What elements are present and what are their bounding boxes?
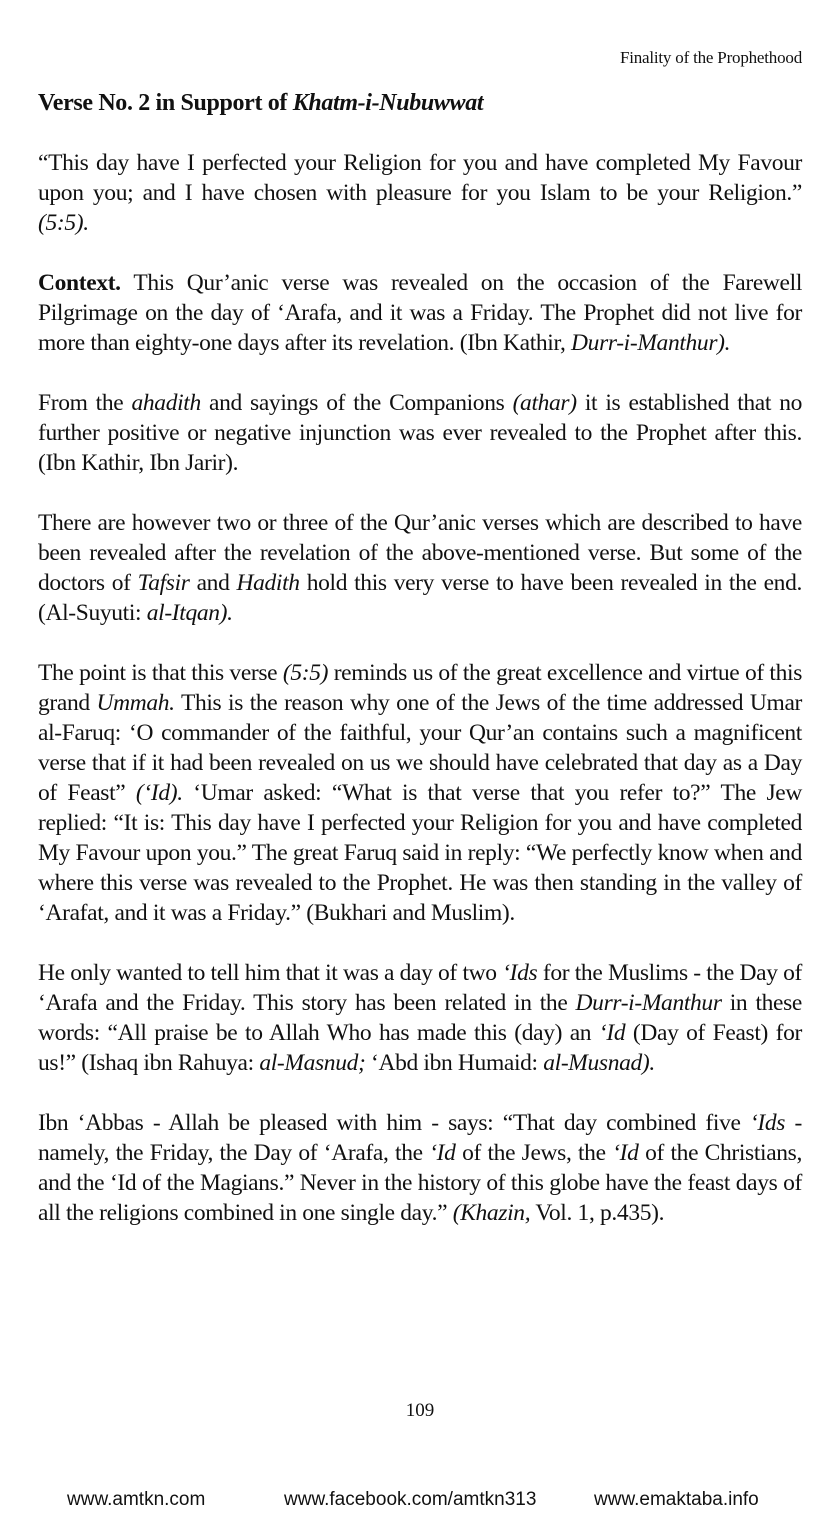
bold-run: Context.	[38, 270, 121, 296]
page-content	[38, 88, 802, 1228]
paragraph	[38, 268, 802, 358]
italic-run: (Khazin,	[452, 1200, 531, 1226]
italic-run: (5:5).	[38, 210, 89, 236]
paragraph	[38, 148, 802, 238]
paragraph	[38, 1108, 802, 1228]
italic-run: Hadith	[236, 570, 300, 596]
text-run: in these words: “All praise be to Allah Who has made this (day) an	[38, 990, 802, 1046]
text-run: ‘Umar asked: “What is that verse that you refer to?” The Jew replied: “It is: This day have I perfected your Religion for you and have completed My Favour upon you.” The great Faruq said in reply: “We perfectly know when and where this verse was revealed to the Prophet. He was then standing in the valley of ‘Arafat, and it was a Friday.” (Bukhari and Muslim).	[38, 780, 802, 926]
paragraph	[38, 658, 802, 928]
italic-run: ‘Ids	[502, 960, 538, 986]
italic-run: Ummah.	[96, 690, 175, 716]
paragraph	[38, 508, 802, 628]
text-run: Vol. 1, p.435).	[530, 1200, 665, 1226]
text-run: (Day of Feast) for us!” (Ishaq ibn Rahuya:	[38, 1020, 802, 1076]
text-run: ‘Abd ibn Humaid:	[365, 1050, 544, 1076]
paragraph	[38, 388, 802, 478]
italic-run: ‘Ids	[749, 1110, 786, 1136]
text-run: This is the reason why one of the Jews of the time addressed Umar al-Faruq: ‘O commander of the faithful, your Qur’an contains such a magnificent verse that if it had been revealed on us we should have celebrated that day as a Day of Feast”	[38, 690, 802, 806]
italic-run: ‘Id	[429, 1140, 456, 1166]
text-run: This Qur’anic verse was revealed on the occasion of the Farewell Pilgrimage on the day of ‘Arafa, and it was a Friday. The Prophet did not live for more than eighty-one days after its revelation. (Ibn Kathir,	[38, 270, 802, 356]
text-run: of the Christians, and the ‘Id of the Magians.” Never in the history of this globe have the feast days of all the religions combined in one single day.”	[38, 1140, 803, 1226]
paragraph	[38, 958, 802, 1078]
italic-run: (5:5)	[282, 660, 329, 686]
text-run: He only wanted to tell him that it was a day of two	[38, 960, 503, 986]
italic-run: ‘Id	[598, 1020, 626, 1046]
section-heading	[38, 88, 802, 118]
heading-prefix: Verse No. 2 in Support of	[38, 90, 293, 116]
text-run: The point is that this verse	[38, 660, 283, 686]
page-number: 109	[405, 1400, 435, 1421]
footer-site-facebook[interactable]: www.facebook.com/amtkn313	[284, 1489, 537, 1510]
text-run: “This day have I perfected your Religion for you and have completed My Favour upon you; and I have chosen with pleasure for you Islam to be your Religion.”	[38, 150, 802, 206]
text-run: and sayings of the Companions	[200, 390, 513, 416]
footer-site-amtkn[interactable]: www.amtkn.com	[67, 1489, 206, 1510]
text-run: There are however two or three of the Qur’anic verses which are described to have been revealed after the revelation of the above-mentioned verse. But some of the doctors of	[38, 510, 802, 596]
italic-run: al-Itqan).	[146, 600, 233, 626]
italic-run: Durr-i-Manthur).	[571, 330, 731, 356]
italic-run: al-Masnud;	[259, 1050, 366, 1076]
italic-run: (‘Id).	[135, 780, 183, 806]
text-run: of the Jews, the	[455, 1140, 613, 1166]
heading-italic: Khatm-i-Nubuwwat	[292, 90, 484, 116]
paragraphs	[38, 148, 802, 1228]
footer-site-emaktaba[interactable]: www.emaktaba.info	[594, 1489, 759, 1510]
text-run: and	[189, 570, 237, 596]
text-run: - namely, the Friday, the Day of ‘Arafa, the	[38, 1110, 802, 1166]
italic-run: (athar)	[512, 390, 577, 416]
text-run: hold this very verse to have been revealed in the end. (Al-Suyuti:	[38, 570, 802, 626]
italic-run: ‘Id	[612, 1140, 639, 1166]
italic-run: Tafsir	[137, 570, 190, 596]
running-head: Finality of the Prophethood	[619, 48, 802, 67]
italic-run: ahadith	[131, 390, 201, 416]
text-run: Ibn ‘Abbas - Allah be pleased with him - says: “That day combined five	[38, 1110, 750, 1136]
text-run: From the	[38, 390, 132, 416]
text-run: it is established that no further positive or negative injunction was ever revealed to the Prophet after this. (Ibn Kathir, Ibn Jarir).	[38, 390, 803, 476]
text-run: reminds us of the great excellence and virtue of this grand	[38, 660, 802, 716]
text-run: for the Muslims - the Day of ‘Arafa and the Friday. This story has been related in the	[38, 960, 803, 1016]
italic-run: al-Musnad).	[543, 1050, 655, 1076]
italic-run: Durr-i-Manthur	[575, 990, 722, 1016]
